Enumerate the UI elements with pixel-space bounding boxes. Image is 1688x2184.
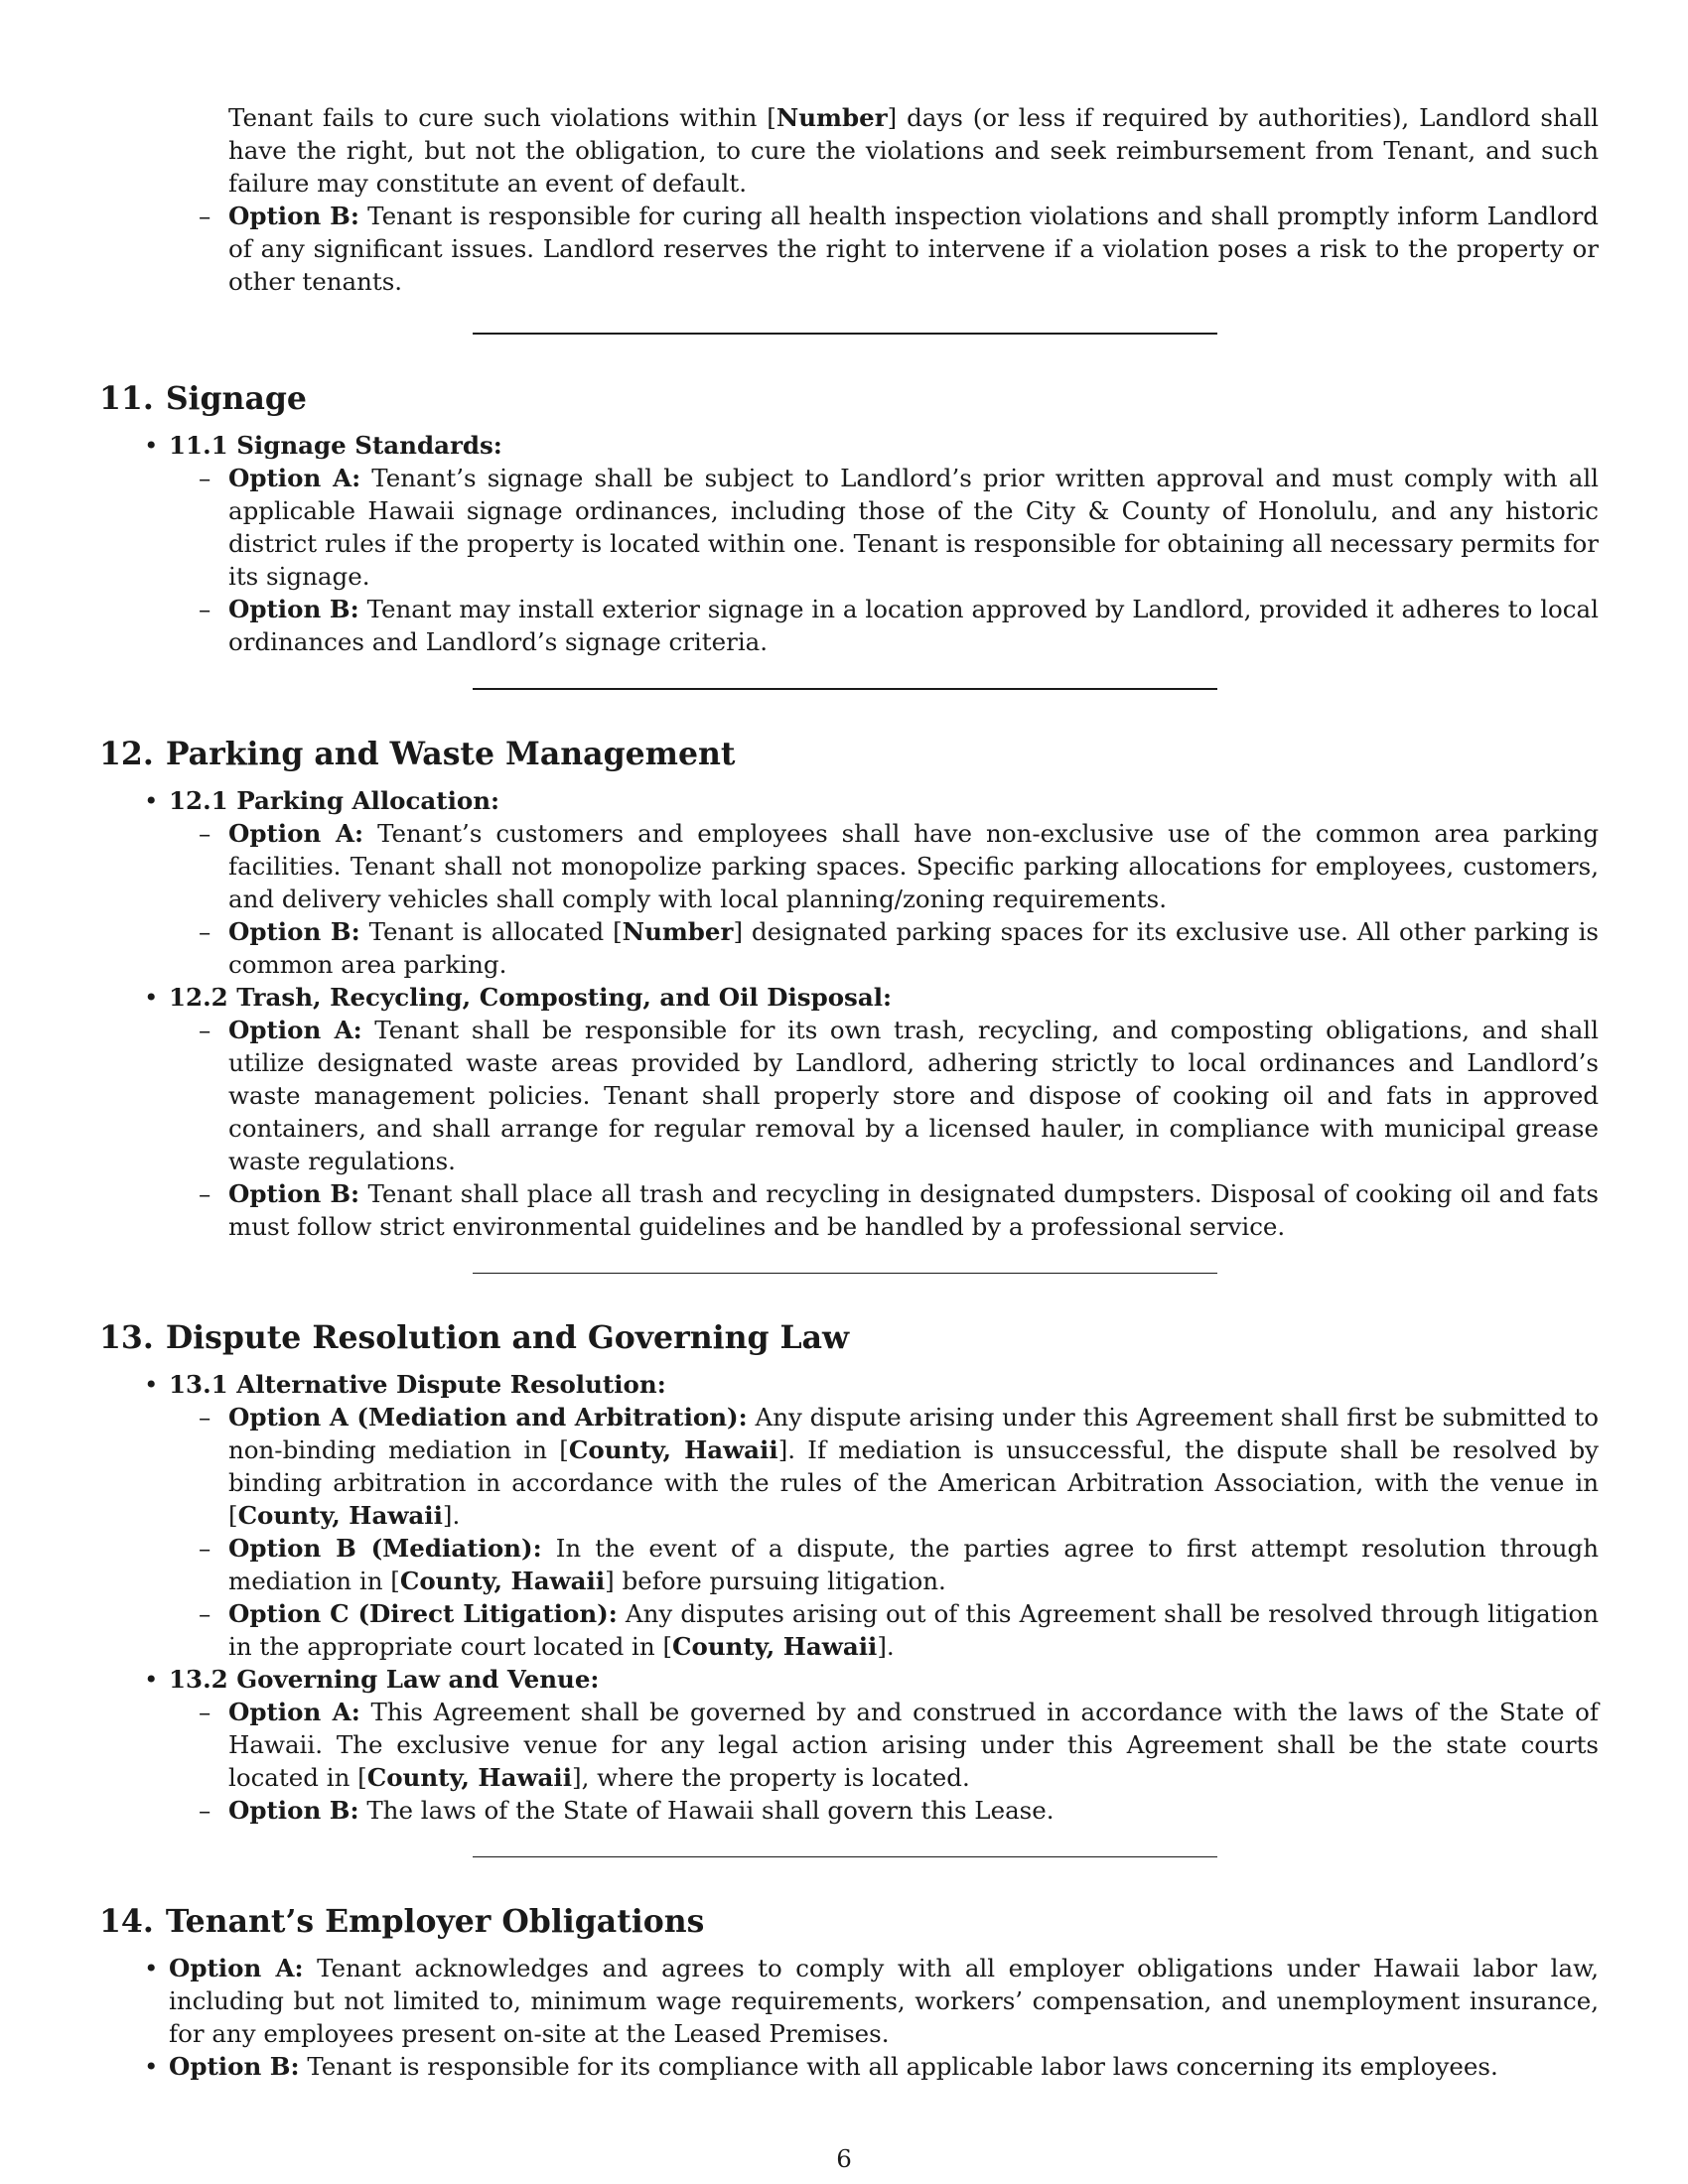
- option-12-2-a: – Option A: Tenant shall be responsible for its own trash, recycling, and composting obligations, and shall utilize designated waste areas provided by Landlord, adhering strictly to local ordinances and Landlord’s waste management policies. Tenant shall properly store and dispose of cooking oil and fats in approved containers, and shall arrange for regular removal by a licensed hauler, in compliance with municipal grease waste regulations.: [199, 1016, 1599, 1175]
- item-11-1: • 11.1 Signage Standards:: [144, 431, 502, 460]
- option-13-1-c: – Option C (Direct Litigation): Any disputes arising out of this Agreement shall be resolved through litigation in the appropriate court located in [County, Hawaii].: [199, 1599, 1599, 1661]
- option-13-1-b: – Option B (Mediation): In the event of a dispute, the parties agree to first attempt resolution through mediation in [County, Hawaii] before pursuing litigation.: [199, 1534, 1599, 1595]
- page-number: 6: [836, 2144, 852, 2173]
- section-heading-11: 11. Signage: [99, 380, 307, 417]
- dash-bullet: –: [199, 202, 211, 230]
- page-content: [99, 101, 1599, 2083]
- item-13-2: • 13.2 Governing Law and Venue:: [144, 1665, 600, 1694]
- item-13-1: • 13.1 Alternative Dispute Resolution:: [144, 1370, 666, 1399]
- bullet-14-option-a: • Option A: Tenant acknowledges and agrees to comply with all employer obligations under Hawaii labor law, including but not limited to, minimum wage requirements, workers’ compensation, and unemployment insurance, for any employees present on-site at the Leased Premises.: [144, 1954, 1599, 2048]
- option-12-2-b: – Option B: Tenant shall place all trash and recycling in designated dumpsters. Disposal of cooking oil and fats must follow strict environmental guidelines and be handled by a professional service.: [199, 1179, 1599, 1241]
- section-heading-14: 14. Tenant’s Employer Obligations: [99, 1903, 705, 1940]
- continued-paragraph: Tenant fails to cure such violations within [Number] days (or less if required by authorities), Landlord shall have the right, but not the obligation, to cure the violations and seek reimbursement from Tenant, and such failure may constitute an event of default.: [228, 103, 1599, 198]
- option-13-2-b: – Option B: The laws of the State of Hawaii shall govern this Lease.: [199, 1796, 1055, 1825]
- option-13-2-a: – Option A: This Agreement shall be governed by and construed in accordance with the laws of the State of Hawaii. The exclusive venue for any legal action arising under this Agreement shall be the state courts located in [County, Hawaii], where the property is located.: [199, 1698, 1599, 1792]
- option-13-1-a: – Option A (Mediation and Arbitration): Any dispute arising under this Agreement shall first be submitted to non-binding mediation in [County, Hawaii]. If mediation is unsuccessful, the dispute shall be resolved by binding arbitration in accordance with the rules of the American Arbitration Association, with the venue in [County, Hawaii].: [199, 1403, 1599, 1530]
- option-11-1-a: – Option A: Tenant’s signage shall be subject to Landlord’s prior written approval and must comply with all applicable Hawaii signage ordinances, including those of the City & County of Honolulu, and any historic district rules if the property is located within one. Tenant is responsible for obtaining all necessary permits for its signage.: [199, 464, 1599, 591]
- section-heading-13: 13. Dispute Resolution and Governing Law: [99, 1319, 850, 1356]
- item-12-1: • 12.1 Parking Allocation:: [144, 786, 500, 815]
- section-heading-12: 12. Parking and Waste Management: [99, 736, 736, 772]
- bullet: •: [144, 431, 159, 460]
- option-11-1-b: – Option B: Tenant may install exterior signage in a location approved by Landlord, provided it adheres to local ordinances and Landlord’s signage criteria.: [199, 595, 1599, 656]
- option-b-health-inspection: – Option B: Tenant is responsible for curing all health inspection violations and shall promptly inform Landlord of any significant issues. Landlord reserves the right to intervene if a violation poses a risk to the property or other tenants.: [199, 202, 1599, 296]
- option-12-1-b: – Option B: Tenant is allocated [Number] designated parking spaces for its exclusive use. All other parking is common area parking.: [199, 917, 1599, 979]
- option-12-1-a: – Option A: Tenant’s customers and employees shall have non-exclusive use of the common area parking facilities. Tenant shall not monopolize parking spaces. Specific parking allocations for employees, customers, and delivery vehicles shall comply with local planning/zoning requirements.: [199, 819, 1599, 913]
- bullet-14-option-b: • Option B: Tenant is responsible for its compliance with all applicable labor laws concerning its employees.: [144, 2052, 1498, 2081]
- item-12-2: • 12.2 Trash, Recycling, Composting, and Oil Disposal:: [144, 983, 893, 1012]
